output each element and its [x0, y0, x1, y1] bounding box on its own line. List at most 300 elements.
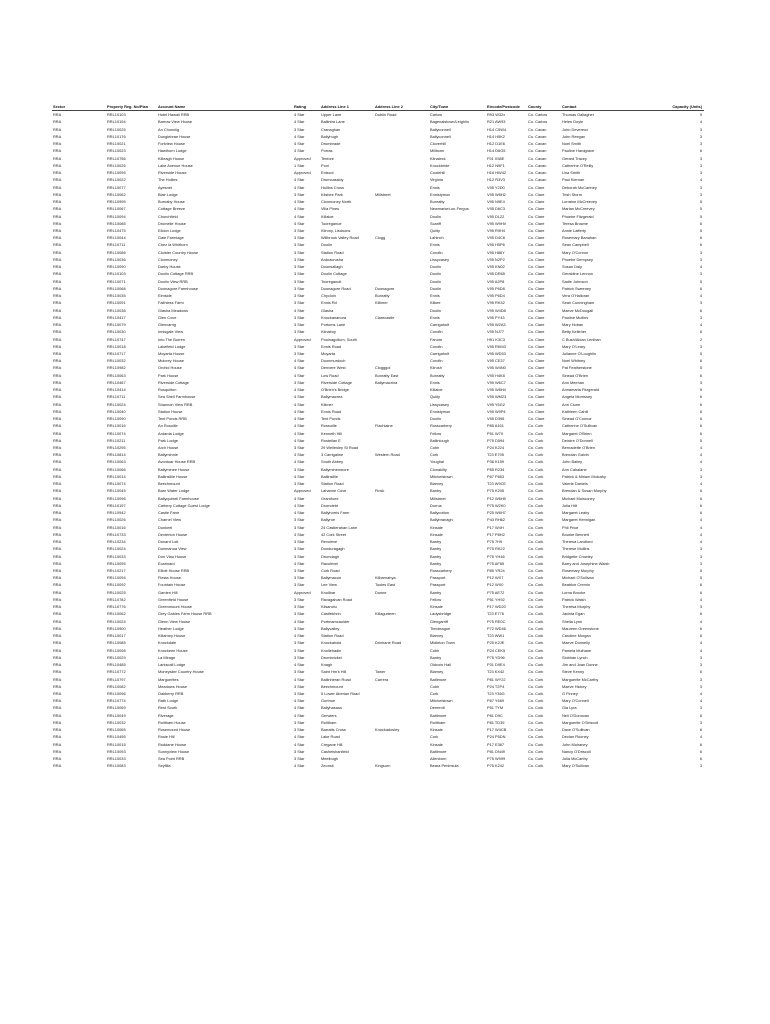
table-cell: 3 Star [294, 524, 305, 530]
table-cell: Kinsale [430, 604, 443, 610]
table-cell: Ann Clune [562, 401, 581, 407]
table-cell: Glenn View House [158, 618, 191, 624]
table-cell: Doolin [430, 278, 442, 284]
table-cell: Western Road [375, 452, 400, 458]
table-cell: Co. Clare [528, 206, 545, 212]
table-cell: P24 CEK5 [487, 647, 506, 653]
table-cell: RRA [53, 712, 62, 718]
table-cell: RRL10016 [107, 524, 126, 530]
table-cell: V95 KN02 [487, 264, 505, 270]
table-row [52, 545, 704, 552]
table-cell: Bantry [430, 553, 442, 559]
table-cell: 4 Star [294, 712, 305, 718]
table-cell: Ardnacrusha [321, 256, 344, 262]
table-row [52, 162, 704, 169]
table-cell: Cootehill [430, 170, 446, 176]
table-cell: Rosemary Banahan [562, 235, 597, 241]
table-cell: Fellow [430, 596, 442, 602]
table-cell: 4 [699, 539, 702, 545]
table-cell [374, 336, 429, 343]
table-cell: Tenfore [321, 155, 334, 161]
table-body [52, 111, 704, 770]
table-cell: P75 W2K0 [487, 502, 506, 508]
table-row [52, 632, 704, 639]
table-cell: V95 D6C3 [487, 206, 505, 212]
table-cell: P51 TYM [487, 705, 504, 711]
table-cell: Kinsale [430, 531, 443, 537]
table-cell: Faithless Farm [158, 300, 184, 306]
table-cell: RRA [53, 654, 62, 660]
table-cell: 3 Star [294, 242, 305, 248]
table-cell: 4 Star [294, 220, 305, 226]
table-cell: RRA [53, 488, 62, 494]
table-cell: Lissycasey [430, 401, 450, 407]
table-cell: RRA [53, 242, 62, 248]
table-row [52, 495, 704, 502]
table-cell: Valerie Daniels [562, 481, 588, 487]
table-cell: 4 [699, 618, 702, 624]
table-cell: Ayesnet [158, 184, 172, 190]
table-row [52, 647, 704, 654]
table-cell: Beechmount [158, 481, 180, 487]
table-cell [374, 755, 429, 762]
table-cell: Lissycasey [430, 256, 450, 262]
table-cell: RRL10194 [107, 119, 126, 125]
table-cell: P24 T2P4 [487, 683, 505, 689]
table-cell: Knockahoid [321, 640, 342, 646]
table-cell: Eildon Lodge [158, 227, 181, 233]
table-cell: Midleton Town [430, 640, 455, 646]
table-cell: Knockadosley [375, 727, 400, 733]
table-cell: 6 [699, 148, 702, 154]
table-cell: V95 N9E4 [487, 199, 505, 205]
table-cell: RRL10711 [107, 394, 126, 400]
table-cell: 6 [699, 669, 702, 675]
table-cell: RRA [53, 206, 62, 212]
table-row [52, 466, 704, 473]
table-cell: RRL10049 [107, 712, 126, 718]
table-cell: P36 K159 [487, 459, 505, 465]
table-cell: Deirdre O'Donnell [562, 437, 593, 443]
table-cell [374, 401, 429, 408]
table-cell: Co. Cork [528, 531, 544, 537]
table-cell: Moyarta [321, 350, 336, 356]
table-cell: Co. Clare [528, 184, 545, 190]
table-cell: 3 [699, 300, 702, 306]
table-cell: Glengarriff [430, 618, 449, 624]
table-cell: 4 Star [294, 763, 305, 769]
table-cell: Phil Price [562, 524, 579, 530]
table-cell: RRL10234 [107, 539, 126, 545]
table-cell: Doolin [430, 285, 442, 291]
table-cell: 4 Star [294, 112, 305, 118]
table-cell: Paul Kiernan [562, 177, 585, 183]
table-cell: 4 [699, 647, 702, 653]
table-cell: H14 C5W4 [487, 126, 507, 132]
table-cell: 4 Star [294, 618, 305, 624]
table-cell: Kilnaboy [321, 329, 336, 335]
table-cell [374, 632, 429, 639]
table-cell [374, 169, 429, 176]
table-cell: Ennis Road [321, 408, 342, 414]
table-cell: Betty Kelleher [562, 329, 587, 335]
table-cell: RRL10026 [107, 162, 126, 168]
table-cell: Maeve Hickey [562, 683, 587, 689]
table-row [52, 726, 704, 733]
table-cell: Corofin [430, 249, 443, 255]
table-cell: RRA [53, 227, 62, 233]
table-cell: 3 Star [294, 481, 305, 487]
table-cell: RRL10063 [107, 372, 126, 378]
table-cell: V95 P6D4 [487, 293, 505, 299]
table-cell: P81 D9C [487, 712, 503, 718]
table-cell: 6 [699, 495, 702, 501]
table-cell: Rath Lodge [158, 698, 179, 704]
table-cell: Finsk [375, 488, 385, 494]
table-cell: Co. Clare [528, 220, 545, 226]
table-cell: Garden Hill [158, 589, 178, 595]
table-cell: 4 Star [294, 423, 305, 429]
table-cell: Co. Clare [528, 358, 545, 364]
table-cell: 3 Star [294, 329, 305, 335]
table-cell: Co. Cork [528, 445, 544, 451]
table-cell: 3 Star [294, 604, 305, 610]
table-cell: Glencarrig [158, 322, 176, 328]
table-row [52, 133, 704, 140]
table-cell: 6 [699, 712, 702, 718]
table-cell: Co. Clare [528, 285, 545, 291]
table-cell: Dunmanua View [158, 546, 187, 552]
table-cell [374, 502, 429, 509]
table-cell: 4 Star [294, 184, 305, 190]
table-cell: 4 Star [294, 510, 305, 516]
table-cell: RRL10495 [107, 734, 126, 740]
table-cell: Carrigaholt [430, 350, 450, 356]
table-cell: Neil O'Donovan [562, 712, 590, 718]
table-cell: RRA [53, 473, 62, 479]
table-row [52, 538, 704, 545]
table-cell: Meadows House [158, 683, 187, 689]
column-header: Address Line 1 [321, 104, 349, 109]
table-cell: RRL10197 [107, 502, 126, 508]
table-cell: V95 A2P8 [487, 278, 505, 284]
table-cell: Co. Clare [528, 350, 545, 356]
table-cell: Knockdale [158, 640, 177, 646]
table-cell: P67 P853 [487, 473, 505, 479]
table-cell: 5 [699, 199, 702, 205]
column-header: Property Reg. No/Plan [107, 104, 149, 109]
table-row [52, 524, 704, 531]
table-cell: V95 P6D8 [487, 285, 505, 291]
table-cell: 3 [699, 560, 702, 566]
table-cell: Shannon View RRB [158, 401, 193, 407]
table-cell: Fellow [430, 430, 442, 436]
table-cell: Kinsale [430, 727, 443, 733]
table-cell: RRL10036 [107, 256, 126, 262]
table-cell: Maeve McDougall [562, 307, 594, 313]
table-cell: RRA [53, 437, 62, 443]
table-cell: Co. Cork [528, 437, 544, 443]
table-cell [374, 596, 429, 603]
table-cell: RRA [53, 322, 62, 328]
table-cell: Pat Featherstone [562, 365, 592, 371]
table-cell: V95 NJ77 [487, 329, 505, 335]
table-cell: 4 Star [294, 387, 305, 393]
table-cell: Co. Cavan [528, 162, 547, 168]
table-cell: 3 [699, 256, 702, 262]
table-cell: RRA [53, 387, 62, 393]
table-header-row [52, 103, 704, 111]
table-cell: Co. Cavan [528, 170, 547, 176]
column-header: City/Town [430, 104, 449, 109]
table-cell: 6 [699, 242, 702, 248]
table-cell: RRA [53, 119, 62, 125]
table-cell: 29 Wellesley St Road [321, 445, 359, 451]
table-cell: 3 Star [294, 379, 305, 385]
table-cell: 3 [699, 133, 702, 139]
table-row [52, 227, 704, 234]
table-cell: Ballyvalley [321, 625, 340, 631]
table-cell: Approved [294, 336, 311, 342]
table-cell: 4 Star [294, 199, 305, 205]
table-cell: P51 W79 [487, 430, 504, 436]
table-row [52, 748, 704, 755]
table-cell: 4 Star [294, 119, 305, 125]
table-cell: 6 [699, 589, 702, 595]
table-row [52, 184, 704, 191]
table-cell: Ballyminee House [158, 466, 190, 472]
table-cell: 24 Castlerahan Lane [321, 524, 358, 530]
table-cell: V95 W4D8 [487, 307, 506, 313]
table-cell: RRA [53, 734, 62, 740]
table-cell: RRA [53, 256, 62, 262]
table-cell: 3 [699, 553, 702, 559]
table-cell: Geraldine Lennon [562, 271, 593, 277]
table-cell: RRA [53, 112, 62, 118]
table-cell: Carbery Cottage Guest Lodge [158, 502, 210, 508]
table-row [52, 610, 704, 617]
table-cell: RRL10814 [107, 452, 126, 458]
table-row [52, 458, 704, 465]
table-cell: 3 Star [294, 748, 305, 754]
table-cell: 3 [699, 473, 702, 479]
table-cell: RRL10017 [107, 633, 126, 639]
table-cell [374, 618, 429, 625]
table-cell: RRL10062 [107, 191, 126, 197]
table-cell: Co. Cork [528, 734, 544, 740]
table-cell: 6 [699, 235, 702, 241]
table-cell: RRA [53, 568, 62, 573]
table-cell: 3 [699, 763, 702, 769]
table-cell: 3 Star [294, 350, 305, 356]
table-cell: 3 Star [294, 596, 305, 602]
table-cell: 4 [699, 445, 702, 451]
table-cell: Gia Lyra [562, 705, 577, 711]
table-cell: Tent Ponds RRB [158, 416, 187, 422]
table-cell: Co. Cavan [528, 141, 547, 147]
table-cell: 3 Star [294, 568, 305, 573]
table-cell: V95 W9HV [487, 220, 507, 226]
table-cell: 3 [699, 604, 702, 610]
table-row [52, 118, 704, 125]
table-cell: RRA [53, 249, 62, 255]
table-cell: Granthore [321, 495, 339, 501]
table-cell: An Chonnlig [158, 126, 180, 132]
table-row [52, 567, 704, 574]
table-cell [374, 466, 429, 473]
table-row [52, 444, 704, 451]
table-cell: Riverside House [158, 170, 187, 176]
table-cell: H12 R3V3 [487, 177, 505, 183]
table-cell: 3 Star [294, 640, 305, 646]
table-cell: RRL10085 [107, 220, 126, 226]
table-cell: 2 [699, 336, 702, 342]
table-cell [374, 538, 429, 545]
table-cell [374, 690, 429, 697]
table-cell: Co. Cork [528, 698, 544, 704]
table-cell: Cregane Hill [321, 741, 343, 747]
table-cell: 4 Star [294, 734, 305, 740]
table-cell: Gortnoe [321, 698, 336, 704]
table-cell: RRA [53, 329, 62, 335]
table-cell: RRL10024 [107, 546, 126, 552]
table-cell: Virginia [430, 177, 443, 183]
table-cell: Clogggol [375, 365, 391, 371]
table-cell: Ennis [430, 242, 440, 248]
table-cell [374, 495, 429, 502]
table-cell: V95 CE37 [487, 358, 505, 364]
table-cell: RRL10211 [107, 437, 126, 443]
table-cell: John Reegan [562, 133, 586, 139]
table-cell: RRA [53, 445, 62, 451]
table-cell: 3 [699, 683, 702, 689]
table-cell: V95 RKM3 [487, 343, 506, 349]
table-cell: RRL10079 [107, 322, 126, 328]
table-cell [374, 748, 429, 755]
table-cell: RRL10085 [107, 640, 126, 646]
table-cell: Grey Gables Farm House RRB [158, 611, 212, 617]
table-cell: 6 [699, 727, 702, 733]
table-cell: RRL10782 [107, 596, 126, 602]
table-cell: Barn Water Lodge [158, 488, 190, 494]
table-cell: P17 P8H2 [487, 531, 505, 537]
table-cell: Greenmount House [158, 604, 192, 610]
table-cell [374, 473, 429, 480]
table-cell: RRA [53, 155, 62, 161]
table-cell: RRL10018 [107, 343, 126, 349]
table-cell [374, 118, 429, 125]
table-cell: Pauline Hardgrave [562, 148, 595, 154]
table-row [52, 531, 704, 538]
table-cell: Approved [294, 488, 311, 494]
table-cell: P85 R234 [487, 466, 505, 472]
table-cell: Doolin [430, 213, 442, 219]
table-cell: Sinead O'Brien [562, 372, 589, 378]
table-cell: Passport [430, 582, 446, 588]
table-cell: RRA [53, 452, 62, 458]
table-cell: Station Road [321, 633, 344, 639]
table-cell: 6 [699, 423, 702, 429]
table-cell: 4 Star [294, 206, 305, 212]
table-cell: 4 [699, 481, 702, 487]
table-cell: RRA [53, 524, 62, 530]
table-cell [374, 603, 429, 610]
table-cell: F91 X58E [487, 155, 505, 161]
table-row [52, 683, 704, 690]
table-cell [374, 661, 429, 668]
table-row [52, 169, 704, 176]
table-cell: Cloister Country House [158, 249, 199, 255]
table-cell: Co. Clare [528, 416, 545, 422]
table-cell: Co. Clare [528, 213, 545, 219]
table-cell: RRL10095 [107, 560, 126, 566]
table-cell: RRA [53, 278, 62, 284]
table-cell: RRA [53, 365, 62, 371]
table-cell: Co. Clare [528, 227, 545, 233]
table-cell: RRA [53, 756, 62, 762]
table-cell: Angela Morrissey [562, 394, 593, 400]
table-cell: Barrow View House [158, 119, 193, 125]
table-cell: RRA [53, 307, 62, 313]
table-row [52, 336, 704, 343]
table-cell: Julia Hitt [562, 502, 577, 508]
table-cell: Cranaghan [321, 126, 341, 132]
table-cell: 3 Star [294, 249, 305, 255]
table-cell: Passport [430, 575, 446, 581]
table-cell: Riverage [158, 712, 174, 718]
table-cell: Burnaby House [158, 199, 185, 205]
table-cell: 4 Star [294, 408, 305, 414]
table-cell: Bunratty [375, 293, 390, 299]
table-cell [374, 249, 429, 256]
table-cell: Marguerites [158, 676, 179, 682]
table-cell: 3 [699, 249, 702, 255]
table-cell: 6 [699, 307, 702, 313]
table-cell: RRA [53, 416, 62, 422]
table-cell: RRL10467 [107, 379, 126, 385]
table-cell: Co. Cork [528, 502, 544, 508]
table-cell: RRA [53, 604, 62, 610]
column-header: Eircode/Postcode [487, 104, 520, 109]
table-cell: 6 [699, 430, 702, 436]
table-cell: Larkscall Lodge [158, 662, 186, 668]
table-cell: Doolin View RRB [158, 278, 188, 284]
table-cell: RRA [53, 690, 62, 696]
table-cell: RRA [53, 466, 62, 472]
table-cell: Blair Lodge [158, 191, 178, 197]
table-cell: Carrigaholt [430, 322, 450, 328]
table-cell [374, 430, 429, 437]
table-cell: RRL10717 [107, 350, 126, 356]
table-cell: RRA [53, 336, 62, 342]
table-cell: 4 Star [294, 502, 305, 508]
table-cell: RRA [53, 300, 62, 306]
table-cell: Gerwiers [321, 712, 337, 718]
table-cell: Annie Lafferty [562, 227, 586, 233]
table-cell: 3 Star [294, 539, 305, 545]
table-cell: P17 W4CB [487, 727, 507, 733]
table-row [52, 755, 704, 762]
table-cell: RRL10016 [107, 423, 126, 429]
table-cell: Killimer [375, 300, 388, 306]
table-cell: R21 AW93 [487, 119, 506, 125]
table-row [52, 509, 704, 516]
table-row [52, 437, 704, 444]
table-cell: 3 [699, 155, 702, 161]
table-cell: RRA [53, 517, 62, 523]
table-cell: V95 WD53 [487, 350, 506, 356]
table-cell: RRL10024 [107, 401, 126, 407]
